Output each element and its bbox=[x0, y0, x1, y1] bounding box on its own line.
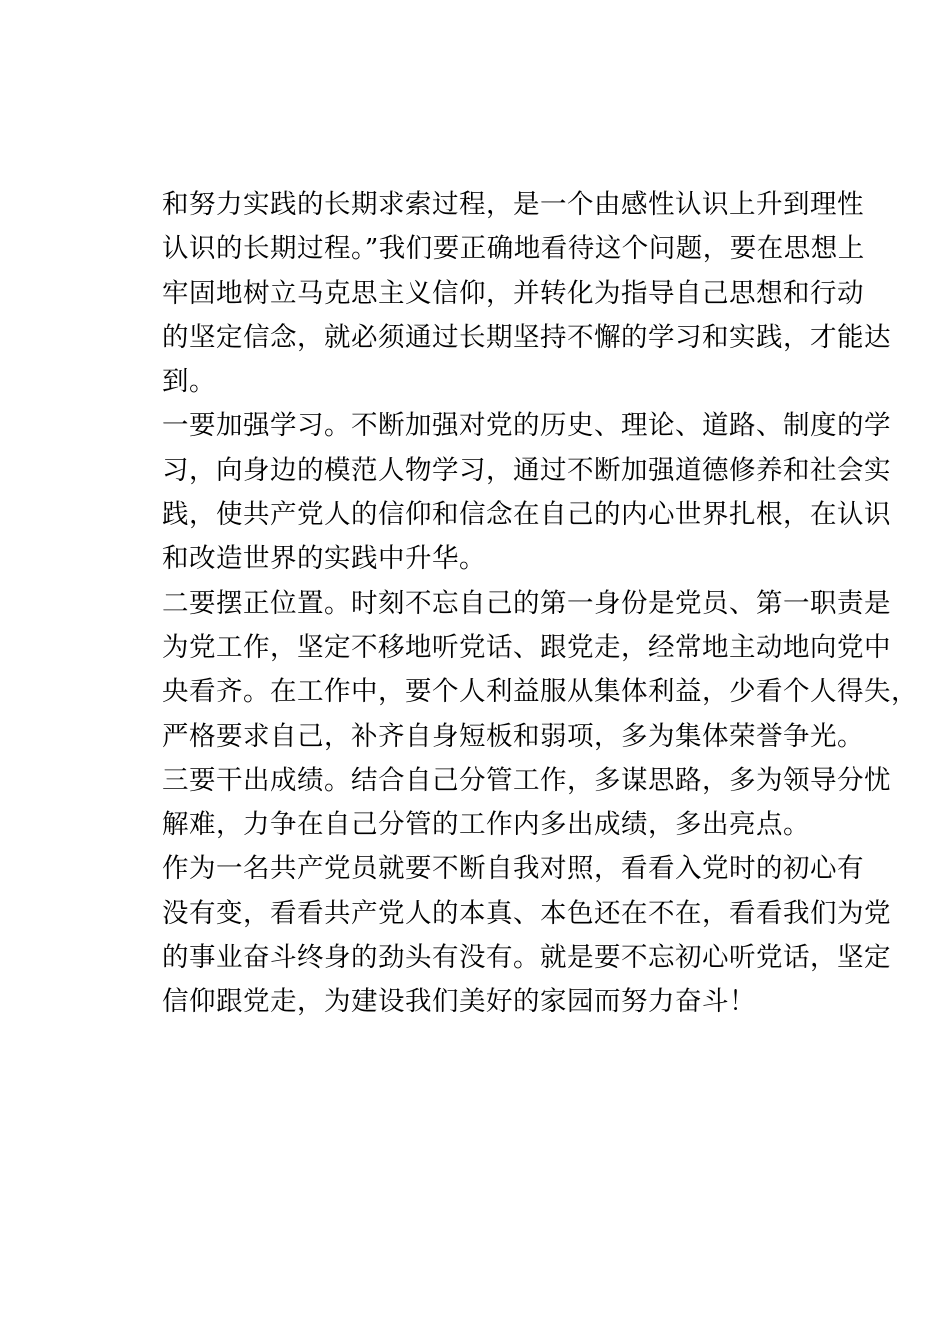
text-line-16: 作为一名共产党员就要不断自我对照，看看入党时的初心有 bbox=[162, 853, 864, 885]
text-line-17: 没有变，看看共产党人的本真、本色还在不在，看看我们为党 bbox=[162, 897, 891, 929]
text-line-8: 践，使共产党人的信仰和信念在自己的内心世界扎根，在认识 bbox=[162, 499, 891, 531]
text-line-18: 的事业奋斗终身的劲头有没有。就是要不忘初心听党话，坚定 bbox=[162, 942, 891, 974]
text-line-5: 到。 bbox=[162, 366, 216, 398]
text-line-13: 严格要求自己，补齐自身短板和弱项，多为集体荣誉争光。 bbox=[162, 720, 864, 752]
text-line-19: 信仰跟党走，为建设我们美好的家园而努力奋斗！ bbox=[162, 986, 756, 1018]
text-line-7: 习，向身边的模范人物学习，通过不断加强道德修养和社会实 bbox=[162, 454, 891, 486]
text-line-14: 三要干出成绩。结合自己分管工作，多谋思路，多为领导分忧 bbox=[162, 764, 891, 796]
text-line-11: 为党工作，坚定不移地听党话、跟党走，经常地主动地向党中 bbox=[162, 631, 891, 663]
text-line-4: 的坚定信念，就必须通过长期坚持不懈的学习和实践，才能达 bbox=[162, 321, 891, 353]
text-line-1: 和努力实践的长期求索过程，是一个由感性认识上升到理性 bbox=[162, 189, 864, 220]
text-line-10: 二要摆正位置。时刻不忘自己的第一身份是党员、第一职责是 bbox=[162, 587, 891, 619]
text-line-6: 一要加强学习。不断加强对党的历史、理论、道路、制度的学 bbox=[162, 410, 891, 442]
text-line-15: 解难，力争在自己分管的工作内多出成绩，多出亮点。 bbox=[162, 809, 810, 841]
text-line-3: 牢固地树立马克思主义信仰，并转化为指导自己思想和行动 bbox=[162, 277, 864, 309]
text-line-9: 和改造世界的实践中升华。 bbox=[162, 543, 486, 575]
document-body bbox=[162, 183, 918, 1025]
text-line-12: 央看齐。在工作中，要个人利益服从集体利益，少看个人得失， bbox=[162, 676, 918, 708]
text-line-2: 认识的长期过程。”我们要正确地看待这个问题，要在思想上 bbox=[162, 233, 865, 265]
